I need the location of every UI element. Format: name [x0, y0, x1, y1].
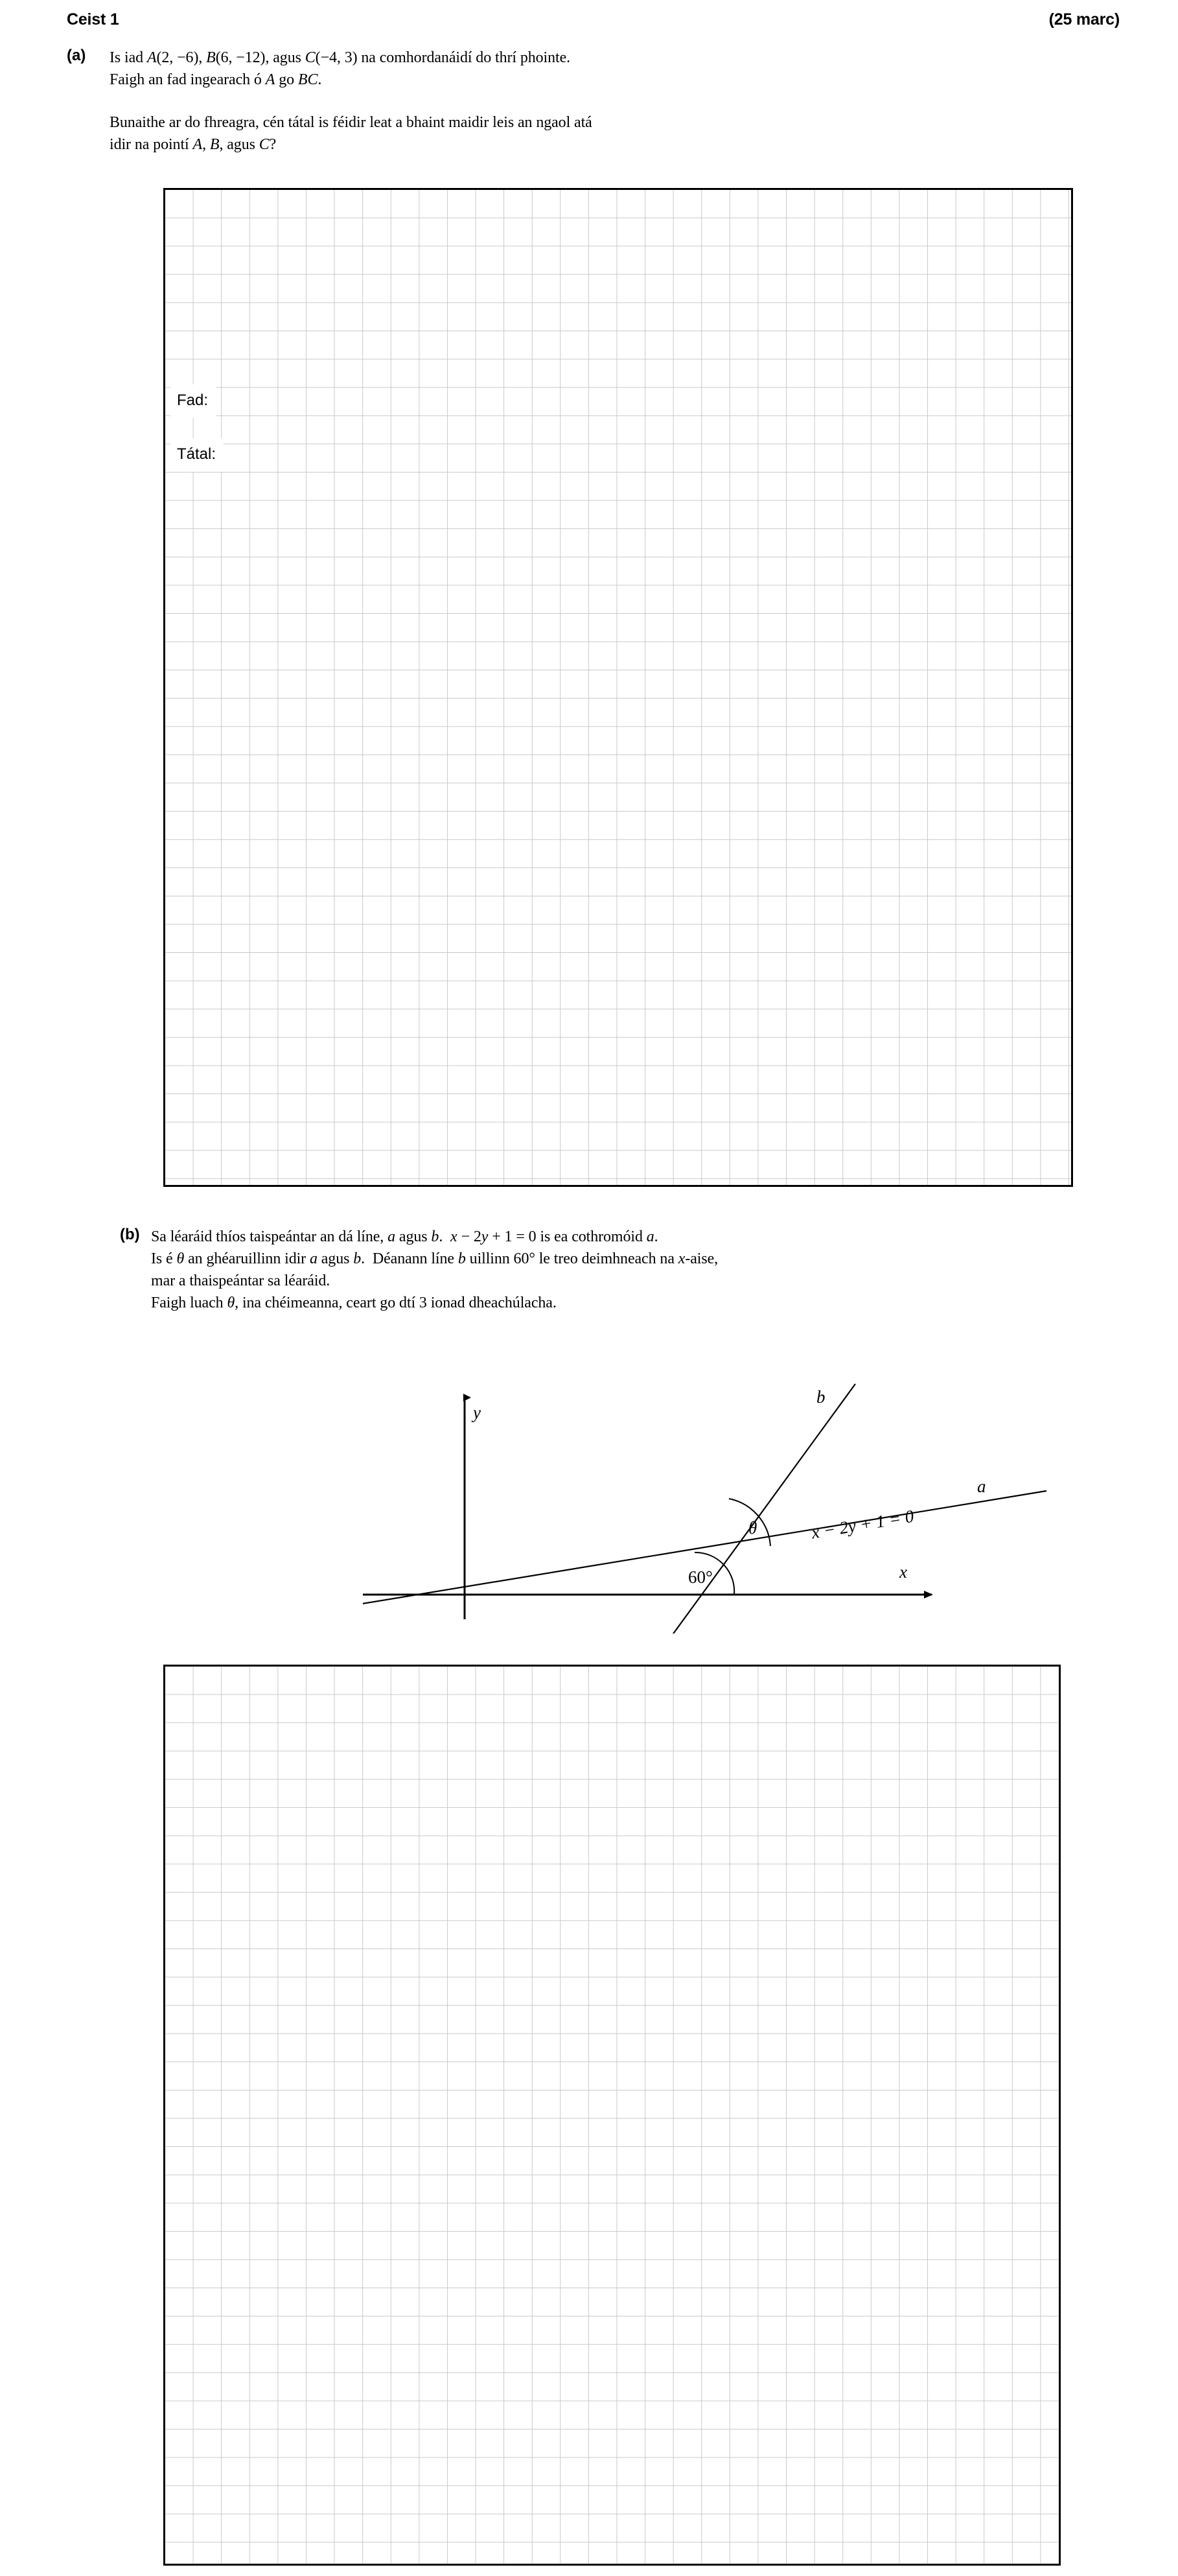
part-a-body	[110, 47, 1017, 156]
y-axis-label: y	[473, 1403, 481, 1422]
part-a-line-4: idir na pointí A, B, agus C?	[110, 136, 277, 153]
part-a-line-3: Bunaithe ar do fhreagra, cén tátal is féidir leat a bhaint maidir leis an ngaol atá	[110, 114, 592, 131]
answer-grid-part-a[interactable]	[163, 188, 1073, 1187]
answer-field-tatal-label: Tátal:	[170, 438, 224, 472]
marks-allocation: (25 marc)	[1048, 10, 1120, 29]
answer-grid-part-b[interactable]	[163, 1665, 1061, 2566]
part-b-body	[151, 1226, 1058, 1314]
paragraph-spacer	[110, 91, 1017, 111]
line-a-label: a	[977, 1477, 986, 1496]
part-a-line-1: Is iad A(2, −6), B(6, −12), agus C(−4, 3) na comhordanáidí do thrí phointe.	[110, 49, 571, 66]
geometry-diagram	[363, 1374, 1050, 1633]
part-b-label: (b)	[120, 1226, 140, 1243]
part-a-line-2: Faigh an fad ingearach ó A go BC.	[110, 71, 322, 88]
x-axis-label: x	[899, 1562, 907, 1582]
theta-angle-label: θ	[748, 1518, 757, 1538]
part-b-line-3: mar a thaispeántar sa léaráid.	[151, 1272, 330, 1289]
sixty-degree-angle-label: 60°	[688, 1567, 713, 1587]
part-b-line-1: Sa léaráid thíos taispeántar an dá líne, a agus b. x − 2y + 1 = 0 is ea cothromóid a.	[151, 1228, 658, 1245]
line-a-equation-label: x − 2y + 1 = 0	[810, 1506, 916, 1543]
diagram-svg	[363, 1374, 1050, 1633]
line-b	[662, 1384, 855, 1633]
part-a-label: (a)	[67, 47, 86, 64]
answer-field-fad-label: Fad:	[170, 384, 216, 418]
line-b-label: b	[816, 1387, 826, 1407]
page-title: Ceist 1	[67, 10, 119, 29]
part-b-line-2: Is é θ an ghéaruillinn idir a agus b. Déanann líne b uillinn 60° le treo deimhneach na x-aise,	[151, 1250, 719, 1267]
part-b-line-4: Faigh luach θ, ina chéimeanna, ceart go dtí 3 ionad dheachúlacha.	[151, 1294, 557, 1311]
question-header	[67, 10, 1120, 29]
